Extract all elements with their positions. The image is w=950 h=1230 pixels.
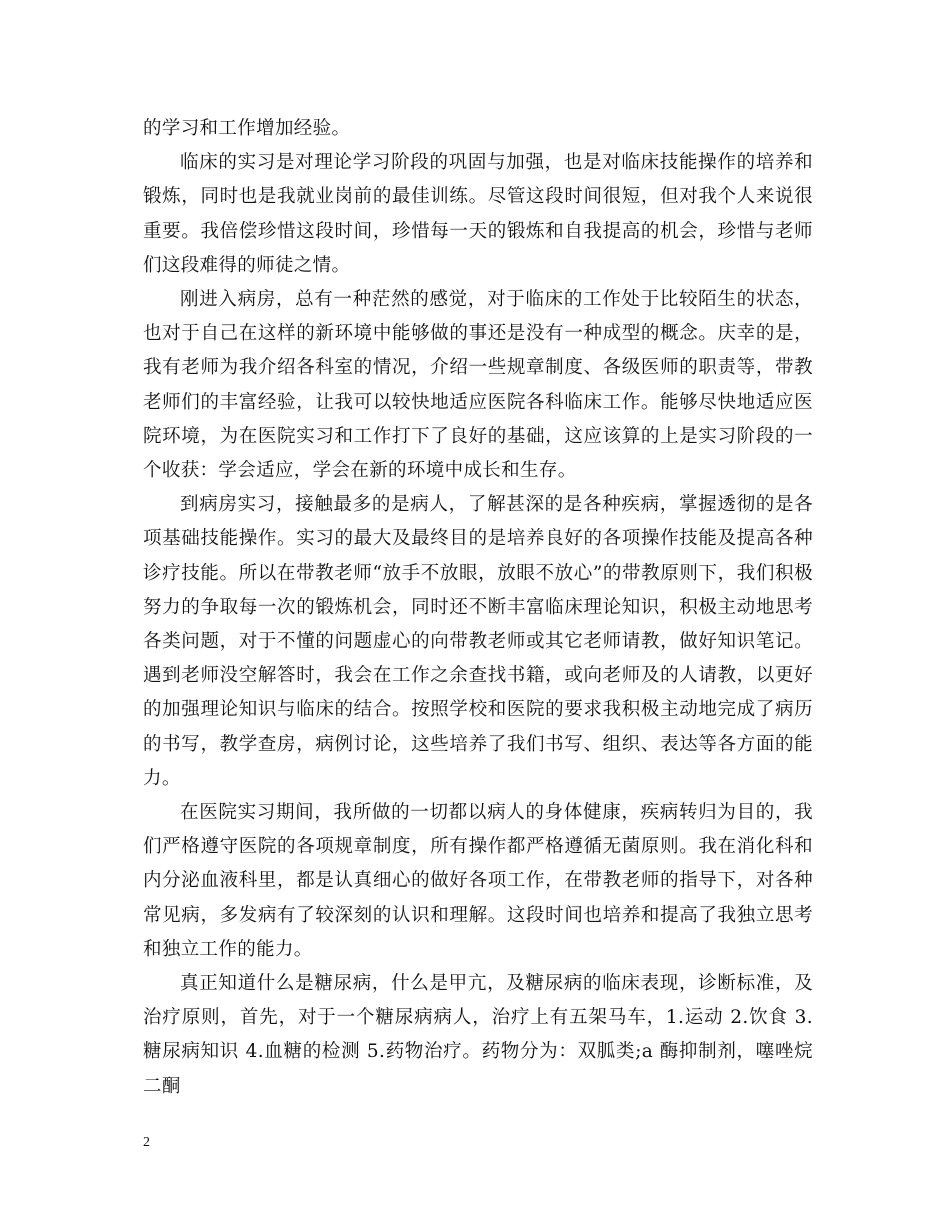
page-number: 2 bbox=[143, 1135, 150, 1150]
paragraph-2: 临床的实习是对理论学习阶段的巩固与加强，也是对临床技能操作的培养和锻炼，同时也是我就业岗前的最佳训练。尽管这段时间很短，但对我个人来说很重要。我倍偿珍惜这段时间，珍惜每一天的锻炼和自我提高的机会，珍惜与老师们这段难得的师徒之情。 bbox=[143, 152, 813, 276]
paragraph-1: 的学习和工作增加经验。 bbox=[143, 118, 351, 139]
paragraph-6: 真正知道什么是糖尿病，什么是甲亢，及糖尿病的临床表现，诊断标准，及治疗原则，首先，对于一个糖尿病病人，治疗上有五架马车，1.运动 2.饮食 3.糖尿病知识 4.血糖的检测 5.药物治疗。药物分为：双胍类;a 酶抑制剂，噻唑烷二酮 bbox=[143, 973, 813, 1097]
paragraph-4: 到病房实习，接触最多的是病人，了解甚深的是各种疾病，掌握透彻的是各项基础技能操作。实习的最大及最终目的是培养良好的各项操作技能及提高各种诊疗技能。所以在带教老师“放手不放眼，放眼不放心”的带教原则下，我们积极努力的争取每一次的锻炼机会，同时还不断丰富临床理论知识，积极主动地思考各类问题，对于不懂的问题虚心的向带教老师或其它老师请教，做好知识笔记。遇到老师没空解答时，我会在工作之余查找书籍，或向老师及的人请教，以更好的加强理论知识与临床的结合。按照学校和医院的要求我积极主动地完成了病历的书写，教学查房，病例讨论，这些培养了我们书写、组织、表达等各方面的能力。 bbox=[143, 494, 813, 789]
paragraph-5: 在医院实习期间，我所做的一切都以病人的身体健康，疾病转归为目的，我们严格遵守医院的各项规章制度，所有操作都严格遵循无菌原则。我在消化科和内分泌血液科里，都是认真细心的做好各项工作，在带教老师的指导下，对各种常见病，多发病有了较深刻的认识和理解。这段时间也培养和提高了我独立思考和独立工作的能力。 bbox=[143, 802, 813, 960]
paragraph-3: 刚进入病房，总有一种茫然的感觉，对于临床的工作处于比较陌生的状态，也对于自己在这样的新环境中能够做的事还是没有一种成型的概念。庆幸的是，我有老师为我介绍各科室的情况，介绍一些规章制度、各级医师的职责等，带教老师们的丰富经验，让我可以较快地适应医院各科临床工作。能够尽快地适应医院环境，为在医院实习和工作打下了良好的基础，这应该算的上是实习阶段的一个收获：学会适应，学会在新的环境中成长和生存。 bbox=[143, 289, 813, 482]
document-body bbox=[143, 112, 813, 1104]
